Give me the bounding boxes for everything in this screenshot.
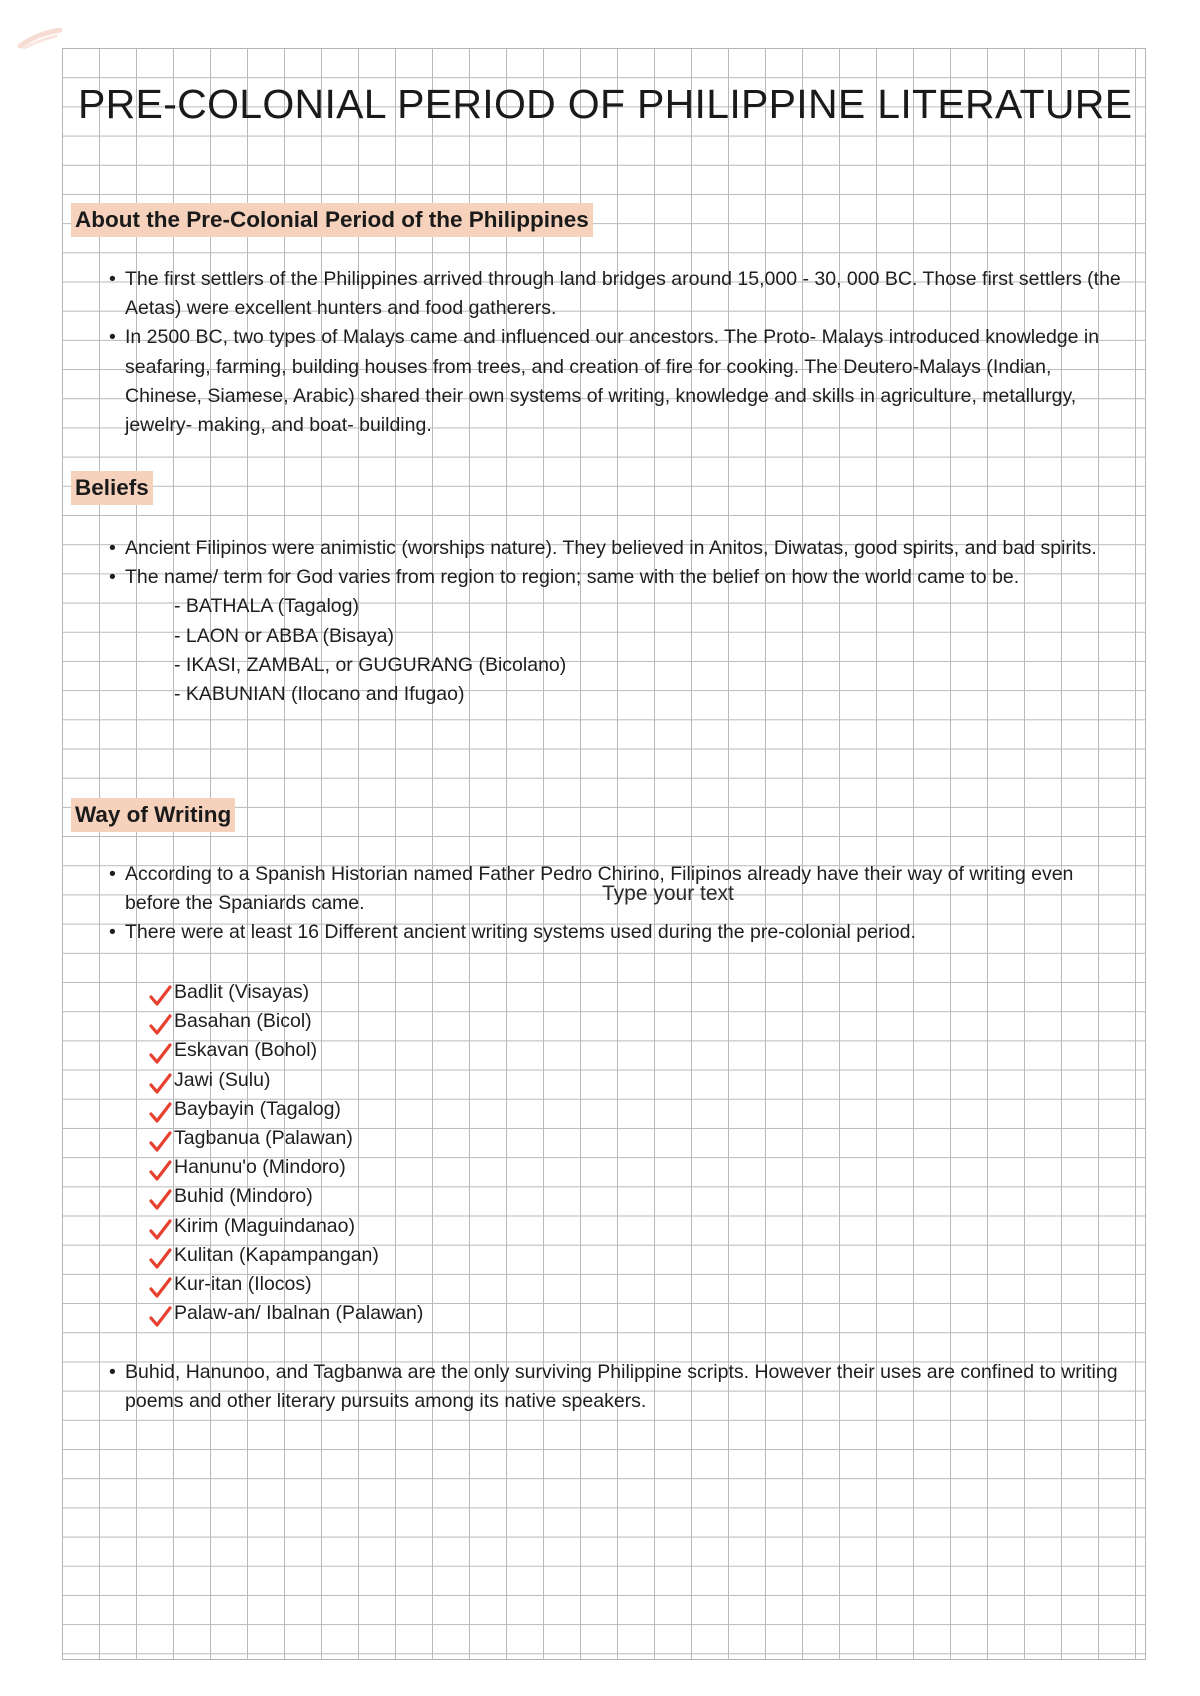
list-item: • Ancient Filipinos were animistic (worships nature). They believed in Anitos, Diwatas, good spirits, and bad spirits. <box>108 534 1126 563</box>
about-bullets <box>108 265 1126 440</box>
checklist-item <box>148 1299 648 1328</box>
checklist-item <box>148 1241 648 1270</box>
checklist-label: Basahan (Bicol) <box>174 1010 312 1033</box>
checkmark-icon <box>148 1013 172 1037</box>
writing-systems-checklist <box>148 978 648 1328</box>
checklist-label: Kur-itan (Ilocos) <box>174 1272 312 1295</box>
god-name-item: - BATHALA (Tagalog) <box>174 595 359 618</box>
checklist-label: Hanunu'o (Mindoro) <box>174 1156 346 1179</box>
list-item: • In 2500 BC, two types of Malays came and influenced our ancestors. The Proto- Malays introduced knowledge in seafaring, farming, building houses from trees, and creation of fire for cooking. The Deutero-Malays (Indian, Chinese, Siamese, Arabic) shared their own systems of writing, knowledge and skills in agriculture, metallurgy, jewelry- making, and boat- building. <box>108 323 1126 440</box>
checklist-label: Kulitan (Kapampangan) <box>174 1243 379 1266</box>
checklist-item <box>148 1066 648 1095</box>
checklist-label: Palaw-an/ Ibalnan (Palawan) <box>174 1302 424 1325</box>
text-box-placeholder[interactable]: Type your text <box>602 882 734 905</box>
checklist-item <box>148 1095 648 1124</box>
checklist-label: Kirim (Maguindanao) <box>174 1214 355 1237</box>
checklist-item <box>148 1182 648 1211</box>
list-item: • According to a Spanish Historian named Father Pedro Chirino, Filipinos already have their way of writing even before the Spaniards came. <box>108 860 1126 918</box>
checkmark-icon <box>148 1188 172 1212</box>
checkmark-icon <box>148 1247 172 1271</box>
list-item: • The first settlers of the Philippines arrived through land bridges around 15,000 - 30, 000 BC. Those first settlers (the Aetas) were excellent hunters and food gatherers. <box>108 265 1126 323</box>
checkmark-icon <box>148 984 172 1008</box>
checklist-label: Badlit (Visayas) <box>174 981 310 1003</box>
checkmark-icon <box>148 1101 172 1125</box>
checklist-label: Buhid (Mindoro) <box>174 1185 313 1208</box>
god-name-item: - LAON or ABBA (Bisaya) <box>174 624 394 647</box>
checklist-item <box>148 1270 648 1299</box>
checkmark-icon <box>148 1218 172 1242</box>
checklist-item <box>148 978 648 1007</box>
checkmark-icon <box>148 1130 172 1154</box>
beliefs-bullets <box>108 534 1126 709</box>
checklist-item <box>148 1153 648 1182</box>
section-heading-beliefs: Beliefs <box>71 471 153 505</box>
god-name-item: - KABUNIAN (Ilocano and Ifugao) <box>174 683 465 706</box>
checklist-item <box>148 1007 648 1036</box>
checklist-item <box>148 1124 648 1153</box>
checkmark-icon <box>148 1042 172 1066</box>
checklist-item <box>148 1212 648 1241</box>
checklist-label: Eskavan (Bohol) <box>174 1039 318 1062</box>
section-heading-writing: Way of Writing <box>71 798 235 832</box>
checklist-item <box>148 1036 648 1065</box>
checklist-label: Jawi (Sulu) <box>174 1068 271 1091</box>
pen-stroke-icon <box>16 28 64 50</box>
list-item: • There were at least 16 Different ancient writing systems used during the pre-colonial period. <box>108 918 1126 947</box>
list-item: • Buhid, Hanunoo, and Tagbanwa are the only surviving Philippine scripts. However their uses are confined to writing poems and other literary pursuits among its native speakers. <box>108 1358 1126 1416</box>
checkmark-icon <box>148 1305 172 1329</box>
page-title: PRE-COLONIAL PERIOD OF PHILIPPINE LITERATURE <box>78 81 1133 127</box>
checklist-label: Tagbanua (Palawan) <box>174 1126 353 1149</box>
list-item: • The name/ term for God varies from region to region; same with the belief on how the world came to be. <box>108 563 1126 592</box>
checklist-label: Baybayin (Tagalog) <box>174 1097 341 1120</box>
closing-bullet <box>108 1358 1126 1416</box>
checkmark-icon <box>148 1159 172 1183</box>
checkmark-icon <box>148 1276 172 1300</box>
checkmark-icon <box>148 1072 172 1096</box>
section-heading-about: About the Pre-Colonial Period of the Philippines <box>71 203 593 237</box>
god-name-item: - IKASI, ZAMBAL, or GUGURANG (Bicolano) <box>174 653 567 676</box>
